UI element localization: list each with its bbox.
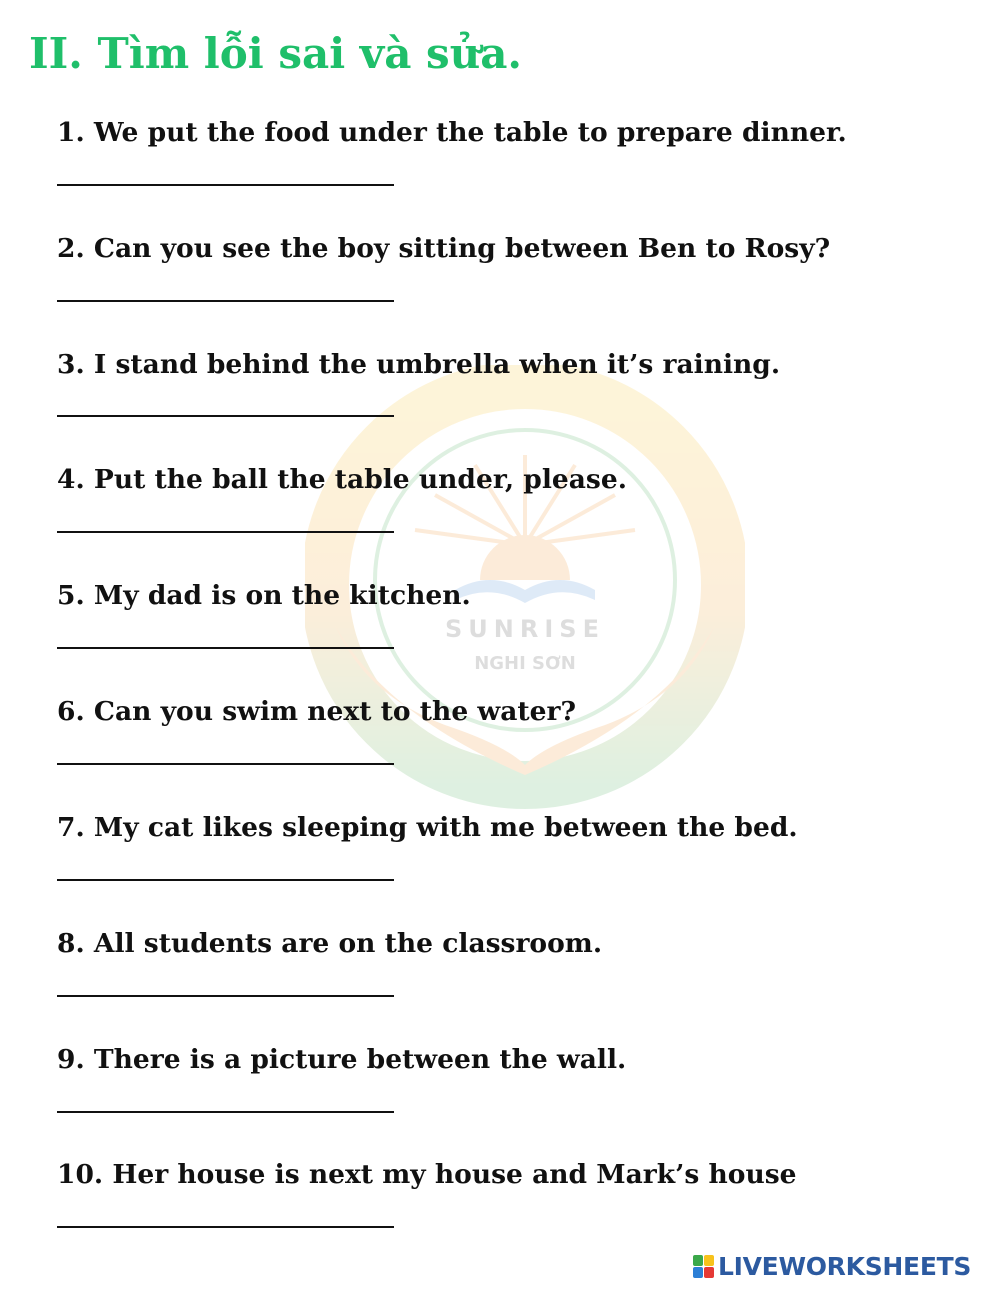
brand-name: LIVEWORKSHEETS — [718, 1252, 972, 1281]
question-9: 9. There is a picture between the wall. — [57, 1044, 627, 1075]
answer-line-10[interactable] — [57, 1226, 394, 1228]
page-title: II. Tìm lỗi sai và sửa. — [29, 29, 523, 78]
question-2: 2. Can you see the boy sitting between Ben to Rosy? — [57, 233, 831, 264]
answer-line-3[interactable] — [57, 415, 394, 417]
answer-line-6[interactable] — [57, 763, 394, 765]
question-5: 5. My dad is on the kitchen. — [57, 580, 471, 611]
watermark-line2: NGHI SƠN — [474, 653, 576, 674]
question-6: 6. Can you swim next to the water? — [57, 696, 576, 727]
open-book-icon — [455, 580, 595, 603]
answer-line-5[interactable] — [57, 647, 394, 649]
question-8: 8. All students are on the classroom. — [57, 928, 603, 959]
question-4: 4. Put the ball the table under, please. — [57, 464, 627, 495]
question-10: 10. Her house is next my house and Mark’s house — [57, 1159, 797, 1190]
liveworksheets-logo-icon — [693, 1255, 714, 1278]
sun-icon — [480, 535, 570, 580]
answer-line-8[interactable] — [57, 995, 394, 997]
question-3: 3. I stand behind the umbrella when it’s raining. — [57, 349, 781, 380]
answer-line-1[interactable] — [57, 184, 394, 186]
watermark-line1: SUNRISE — [445, 615, 605, 643]
answer-line-9[interactable] — [57, 1111, 394, 1113]
question-1: 1. We put the food under the table to prepare dinner. — [57, 117, 847, 148]
answer-line-7[interactable] — [57, 879, 394, 881]
question-7: 7. My cat likes sleeping with me between the bed. — [57, 812, 798, 843]
answer-line-4[interactable] — [57, 531, 394, 533]
answer-line-2[interactable] — [57, 300, 394, 302]
liveworksheets-brand[interactable] — [693, 1252, 971, 1281]
